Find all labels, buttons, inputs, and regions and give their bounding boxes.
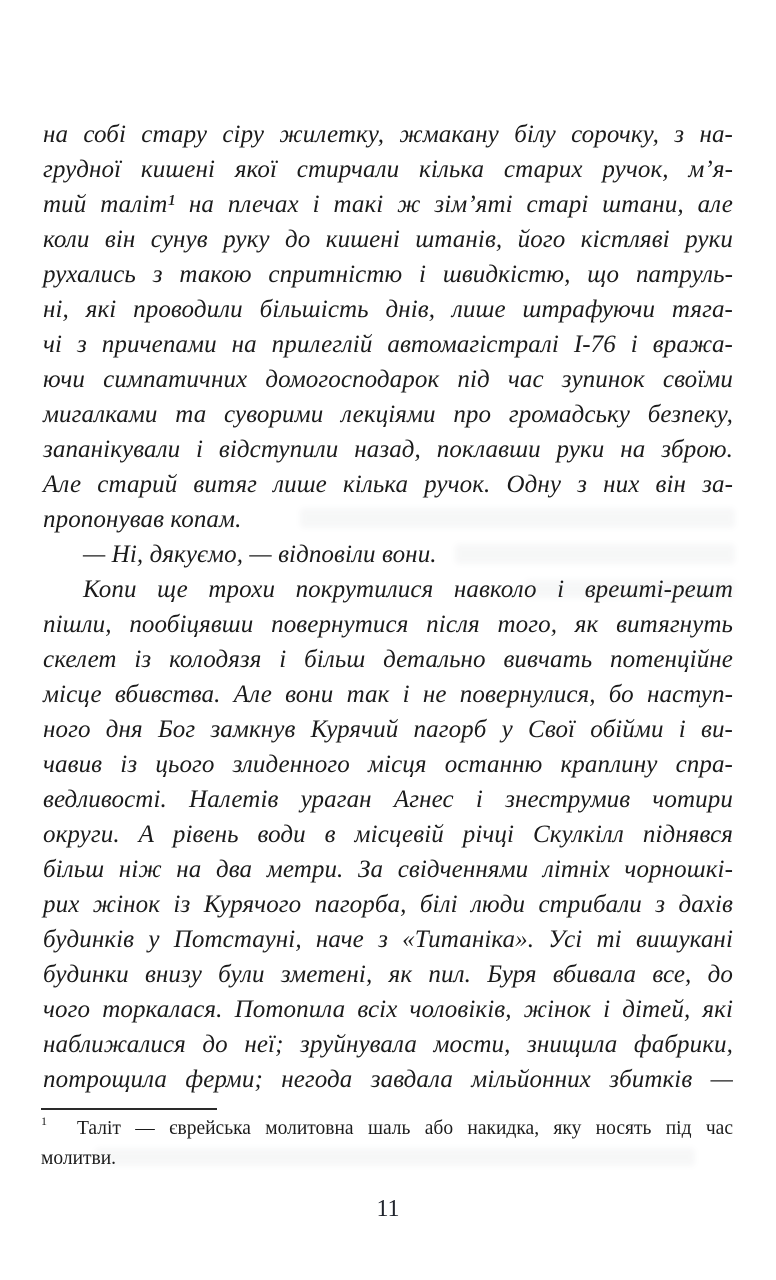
text-line: будинки внизу були зметені, як пил. Буря вбивала все, до: [43, 961, 733, 988]
text-line: пропонував копам.: [43, 506, 242, 533]
text-line: потрощила ферми; негода завдала мільйонних збитків —: [43, 1066, 733, 1093]
text-line: чого торкалася. Потопила всіх чоловіків, жінок і дітей, які: [43, 996, 733, 1023]
footnote-text: Таліт — єврейська молитовна шаль або накидка, яку носять під час: [77, 1118, 733, 1139]
footnote-marker: 1: [41, 1114, 47, 1128]
text-line: ючи симпатичних домогосподарок під час зупинок своїми: [43, 366, 733, 393]
text-line: рухались з такою спритністю і швидкістю, що патруль-: [43, 261, 733, 288]
text-line: чі з причепами на прилеглій автомагістралі І-76 і вража-: [43, 331, 733, 358]
paragraph-dialogue: [43, 537, 733, 572]
text-block: [43, 117, 733, 1097]
text-line: більш ніж на два метри. За свідченнями літніх чорношкі-: [43, 856, 733, 883]
text-line: Але старий витяг лише кілька ручок. Одну з них він за-: [43, 471, 733, 498]
footnote-line: [41, 1114, 733, 1144]
paragraph: [43, 572, 733, 1097]
paragraph-continuation: [43, 117, 733, 537]
page-number: 11: [376, 1196, 400, 1222]
text-line: мигалками та суворими лекціями про громадську безпеку,: [43, 401, 733, 428]
footnote-line: молитви.: [41, 1148, 117, 1169]
text-line: пішли, пообіцявши повернутися після того, як витягнуть: [43, 611, 733, 638]
footnote: [41, 1114, 733, 1174]
text-line: ного дня Бог замкнув Курячий пагорб у Свої обійми і ви-: [43, 716, 733, 743]
text-line: на собі стару сіру жилетку, жмакану білу сорочку, з на-: [43, 121, 733, 148]
text-line: ведливості. Налетів ураган Агнес і знеструмив чотири: [43, 786, 733, 813]
text-line: ні, які проводили більшість днів, лише штрафуючи тяга-: [43, 296, 733, 323]
text-line: Копи ще трохи покрутилися навколо і врешті-решт: [83, 576, 733, 603]
text-line: рих жінок із Курячого пагорба, білі люди стрибали з дахів: [43, 891, 733, 918]
text-line: коли він сунув руку до кишені штанів, його кістляві руки: [43, 226, 733, 253]
text-line: скелет із колодязя і більш детально вивчать потенційне: [43, 646, 733, 673]
text-line-with-footnote-ref: тий таліт¹ на плечах і такі ж зім’яті старі штани, але: [43, 191, 733, 218]
text-line: будинків у Потстауні, наче з «Титаніка». Усі ті вишукані: [43, 926, 733, 953]
text-line: запанікували і відступили назад, поклавши руки на зброю.: [43, 436, 733, 463]
footnote-rule: [41, 1108, 217, 1110]
text-line: — Ні, дякуємо, — відповіли вони.: [83, 541, 437, 568]
text-line: чавив із цього злиденного місця останню краплину спра-: [43, 751, 733, 778]
text-line: грудної кишені якої стирчали кілька старих ручок, м’я-: [43, 156, 733, 183]
text-line: місце вбивства. Але вони так і не повернулися, бо наступ-: [43, 681, 733, 708]
text-line: округи. А рівень води в місцевій річці Скулкілл піднявся: [43, 821, 733, 848]
text-line: наближалися до неї; зруйнувала мости, знищила фабрики,: [43, 1031, 733, 1058]
